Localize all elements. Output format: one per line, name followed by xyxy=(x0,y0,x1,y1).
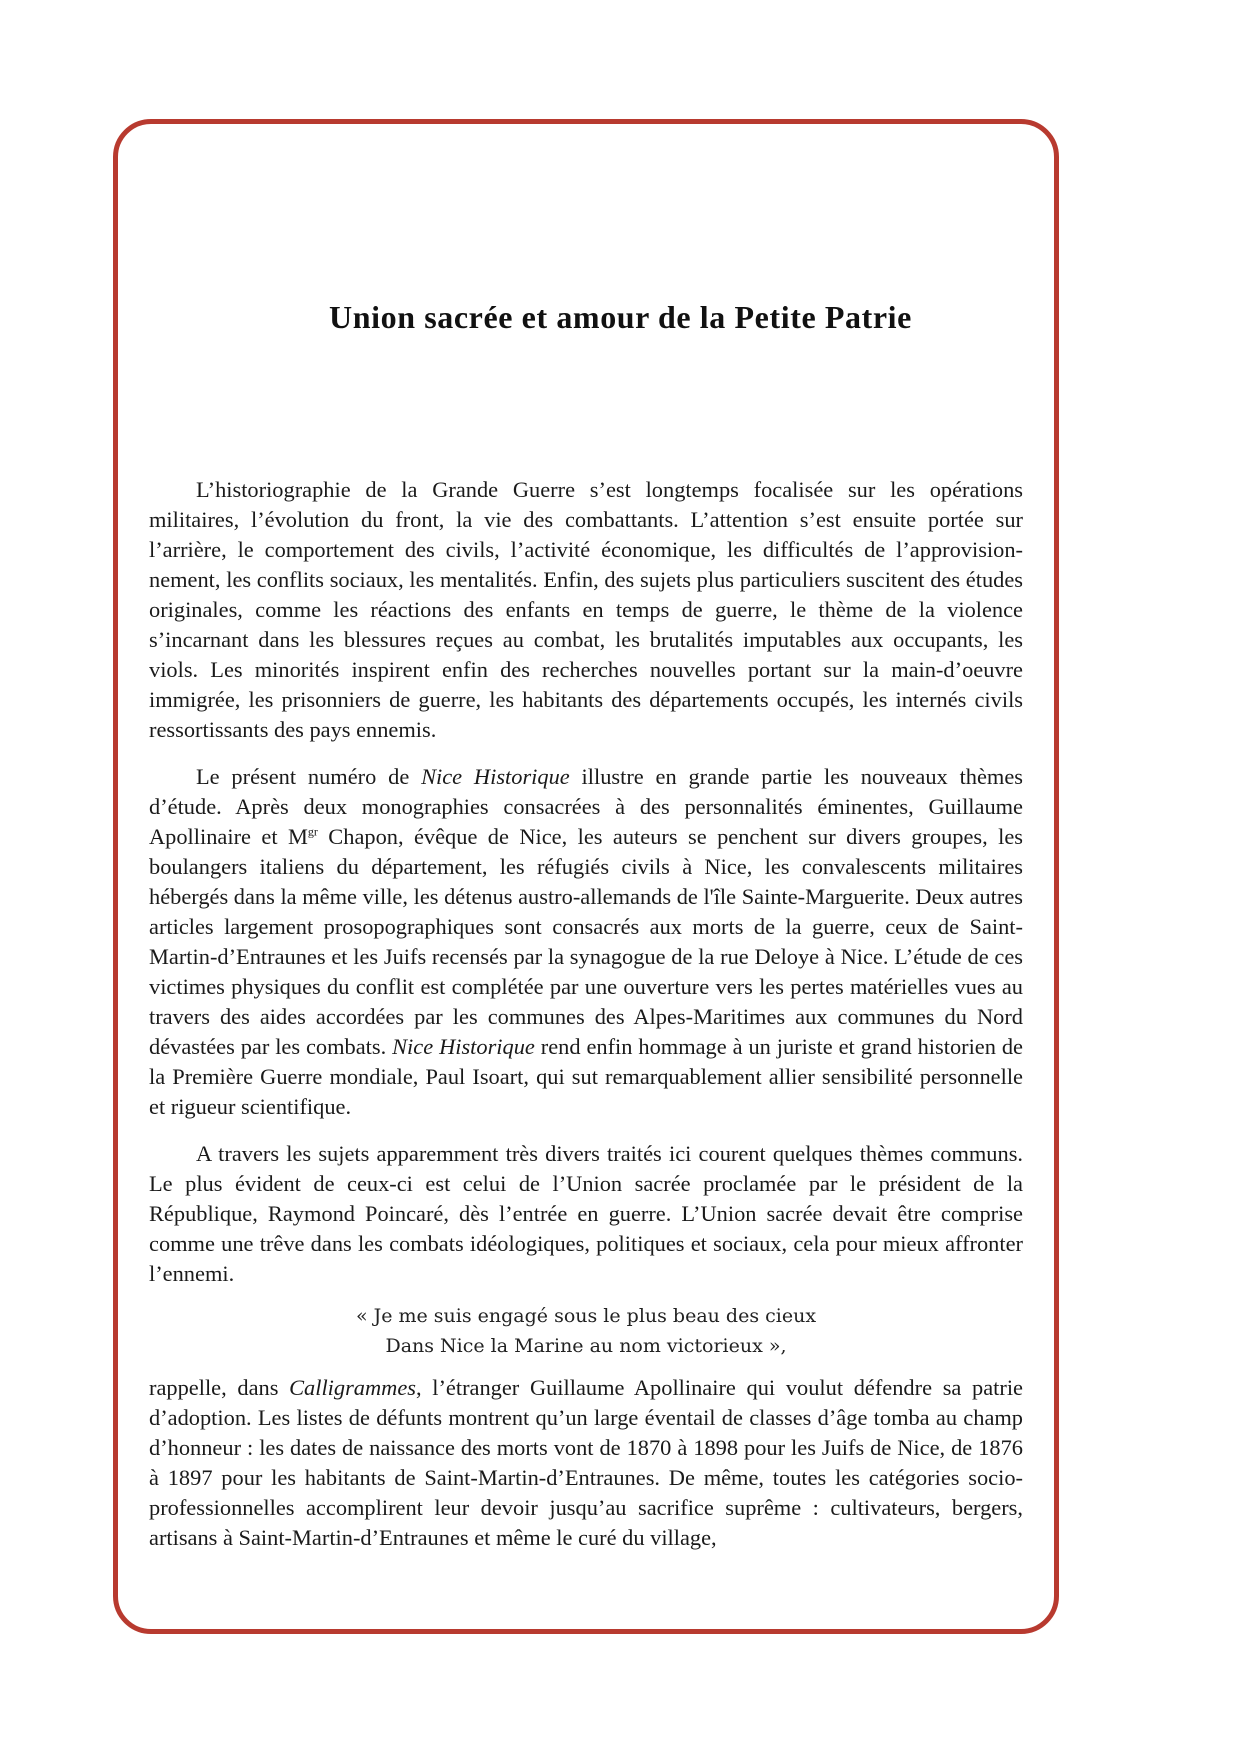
journal-title: Nice Historique xyxy=(392,1034,535,1059)
book-title: Calligrammes xyxy=(289,1375,416,1400)
paragraph-4: rappelle, dans Calligrammes, l’étranger Guillaume Apollinaire qui voulut défendre sa patrie d’adoption. Les listes de défunts montrent qu’un large éventail de classes d’âge tomba au champ d’honneur : les dates de naissance des morts vont de 1870 à 1898 pour les Juifs de Nice, de 1876 à 1897 pour les habitants de Saint-Martin-d’Entraunes. De même, toutes les catégories socio-professionnelles accomplirent leur devoir jusqu’au sacrifice suprême : cultivateurs, bergers, artisans à Saint-Martin-d’Entraunes et même le curé du village, xyxy=(149,1375,1023,1550)
journal-title: Nice Historique xyxy=(421,764,570,789)
article-body xyxy=(149,475,1023,1553)
poem-quote xyxy=(149,1301,1023,1361)
paragraph-1: L’historiographie de la Grande Guerre s’est longtemps focalisée sur les opérations militaires, l’évolution du front, la vie des combattants. L’attention s’est ensuite portée sur l’arrière, le comportement des civils, l’activité économique, les difficultés de l’approvisionnement, les conflits sociaux, les mentalités. Enfin, des sujets plus particuliers suscitent des études originales, comme les réactions des enfants en temps de guerre, le thème de la violence s’incarnant dans les blessures reçues au combat, les brutalités imputables aux occupants, les viols. Les minorités inspirent enfin des recherches nouvelles portant sur la main-d’oeuvre immigrée, les prisonniers de guerre, les habitants des départements occupés, les internés civils ressortissants des pays ennemis. xyxy=(149,477,1023,742)
paragraph-2: Le présent numéro de Nice Historique illustre en grande partie les nouveaux thèmes d’étude. Après deux monographies consacrées à des personnalités éminentes, Guillaume Apollinaire et $M^{gr}$ Chapon, évêque de Nice, les auteurs se penchent sur divers groupes, les boulangers italiens du département, les réfugiés civils à Nice, les convalescents militaires hébergés dans la même ville, les détenus austro-allemands de l'île Sainte-Marguerite. Deux autres articles largement prosopographiques sont consacrés aux morts de la guerre, ceux de Saint-Martin-d’Entraunes et les Juifs recensés par la synagogue de la rue Deloye à Nice. L’étude de ces victimes physiques du conflit est complétée par une ouverture vers les pertes matérielles vues au travers des aides accordées par les communes des Alpes-Maritimes aux communes du Nord dévastées par les combats. Nice Historique rend enfin hommage à un juriste et grand historien de la Première Guerre mondiale, Paul Isoart, qui sut remarquablement allier sensibilité personnelle et rigueur scientifique. xyxy=(149,764,1023,1119)
quote-line-2: Dans Nice la Marine au nom victorieux », xyxy=(385,1335,787,1357)
quote-line-1: « Je me suis engagé sous le plus beau des cieux xyxy=(355,1305,817,1327)
page-title: Union sacrée et amour de la Petite Patrie xyxy=(329,299,912,335)
paragraph-3: A travers les sujets apparemment très divers traités ici courent quelques thèmes communs. Le plus évident de ceux-ci est celui de l’Union sacrée proclamée par le président de la République, Raymond Poincaré, dès l’entrée en guerre. L’Union sacrée devait être comprise comme une trêve dans les combats idéologiques, politiques et sociaux, cela pour mieux affronter l’ennemi. xyxy=(149,1141,1023,1286)
